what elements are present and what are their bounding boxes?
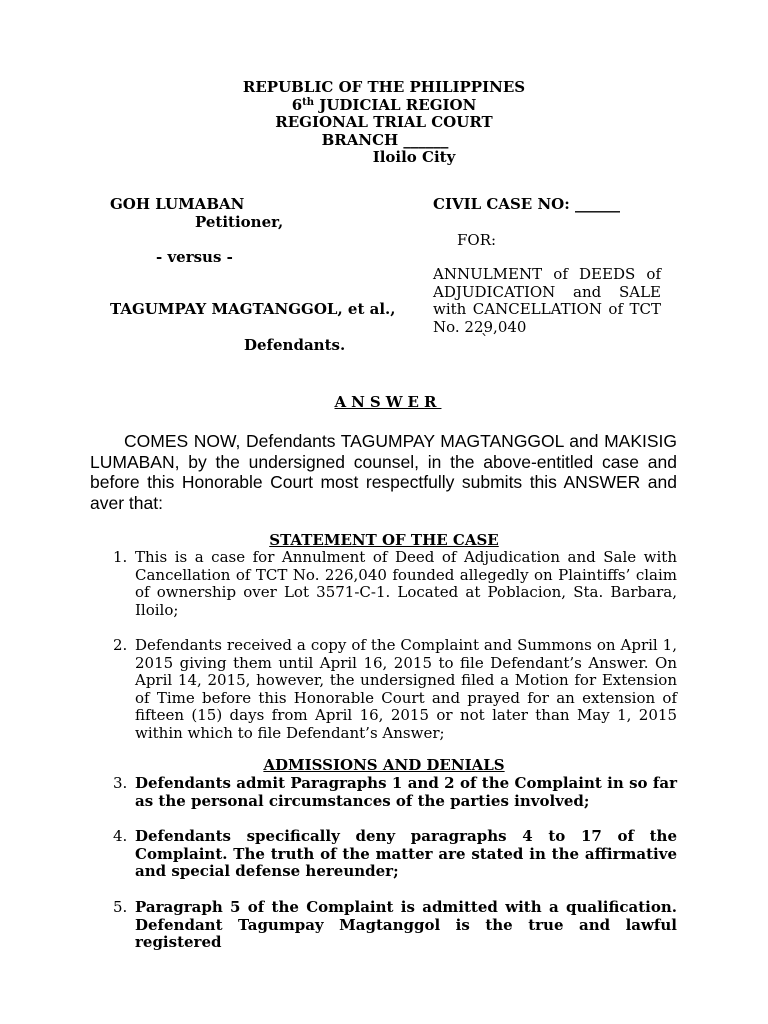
case-subject: ANNULMENT of DEEDS of ADJUDICATION and SALE with CANCELLATION of TCT No. 229,040 bbox=[433, 265, 661, 336]
list-item bbox=[113, 828, 677, 881]
item-text: Defendants received a copy of the Complaint and Summons on April 1, 2015 giving them until April 16, 2015 to file Defendant’s Answer. On April 14, 2015, however, the undersigned filed a Motion for Extension of Time before this Honorable Court and prayed for an extension of fifteen (15) days from April 16, 2015 or not later than May 1, 2015 within which to file Defendant’s Answer; bbox=[135, 636, 677, 742]
defendant-name: TAGUMPAY MAGTANGGOL, et al., bbox=[110, 300, 396, 318]
section-heading-statement: STATEMENT OF THE CASE bbox=[269, 531, 499, 549]
document-title: ANSWER bbox=[334, 393, 442, 411]
civil-case-number: CIVIL CASE NO: ______ bbox=[433, 195, 620, 213]
for-label: FOR: bbox=[457, 231, 497, 249]
petitioner-name: GOH LUMABAN bbox=[110, 195, 245, 213]
header-branch: BRANCH ______ bbox=[321, 130, 449, 149]
item-text: Defendants specifically deny paragraphs 4 to 17 of the Complaint. The truth of the matter are stated in the affirmative and special defense hereunder; bbox=[135, 827, 677, 880]
item-number: 1. bbox=[113, 548, 128, 566]
item-number: 2. bbox=[113, 636, 128, 654]
list-item bbox=[113, 549, 677, 619]
item-text: Defendants admit Paragraphs 1 and 2 of the Complaint in so far as the personal circumstances of the parties involved; bbox=[135, 774, 677, 810]
header-city: Iloilo City bbox=[372, 148, 456, 166]
item-number: 4. bbox=[113, 827, 128, 845]
court-header bbox=[0, 79, 768, 167]
list-item bbox=[113, 637, 677, 742]
petitioner-label: Petitioner, bbox=[195, 213, 284, 231]
list-item bbox=[113, 775, 677, 810]
header-judicial-region: 6th JUDICIAL REGION bbox=[291, 95, 477, 114]
intro-paragraph: COMES NOW, Defendants TAGUMPAY MAGTANGGOL and MAKISIG LUMABAN, by the undersigned counsel, in the above-entitled case and before this Honorable Court most respectfully submits this ANSWER and aver that: bbox=[90, 431, 677, 513]
item-text: Paragraph 5 of the Complaint is admitted with a qualification. Defendant Tagumpay Magtanggol is the true and lawful registered bbox=[135, 898, 677, 951]
list-item bbox=[113, 899, 677, 952]
item-number: 3. bbox=[113, 774, 128, 792]
header-republic: REPUBLIC OF THE PHILIPPINES bbox=[242, 78, 526, 96]
header-court: REGIONAL TRIAL COURT bbox=[275, 113, 493, 131]
item-text: This is a case for Annulment of Deed of Adjudication and Sale with Cancellation of TCT No. 226,040 founded allegedly on Plaintiffs’ claim of ownership over Lot 3571-C-1. Located at Poblacion, Sta. Barbara, Iloilo; bbox=[135, 548, 677, 619]
item-number: 5. bbox=[113, 898, 128, 916]
stray-mark: ` bbox=[481, 331, 489, 349]
versus-label: - versus - bbox=[156, 248, 233, 266]
section-heading-admissions: ADMISSIONS AND DENIALS bbox=[263, 756, 505, 774]
defendants-label: Defendants. bbox=[244, 336, 346, 354]
